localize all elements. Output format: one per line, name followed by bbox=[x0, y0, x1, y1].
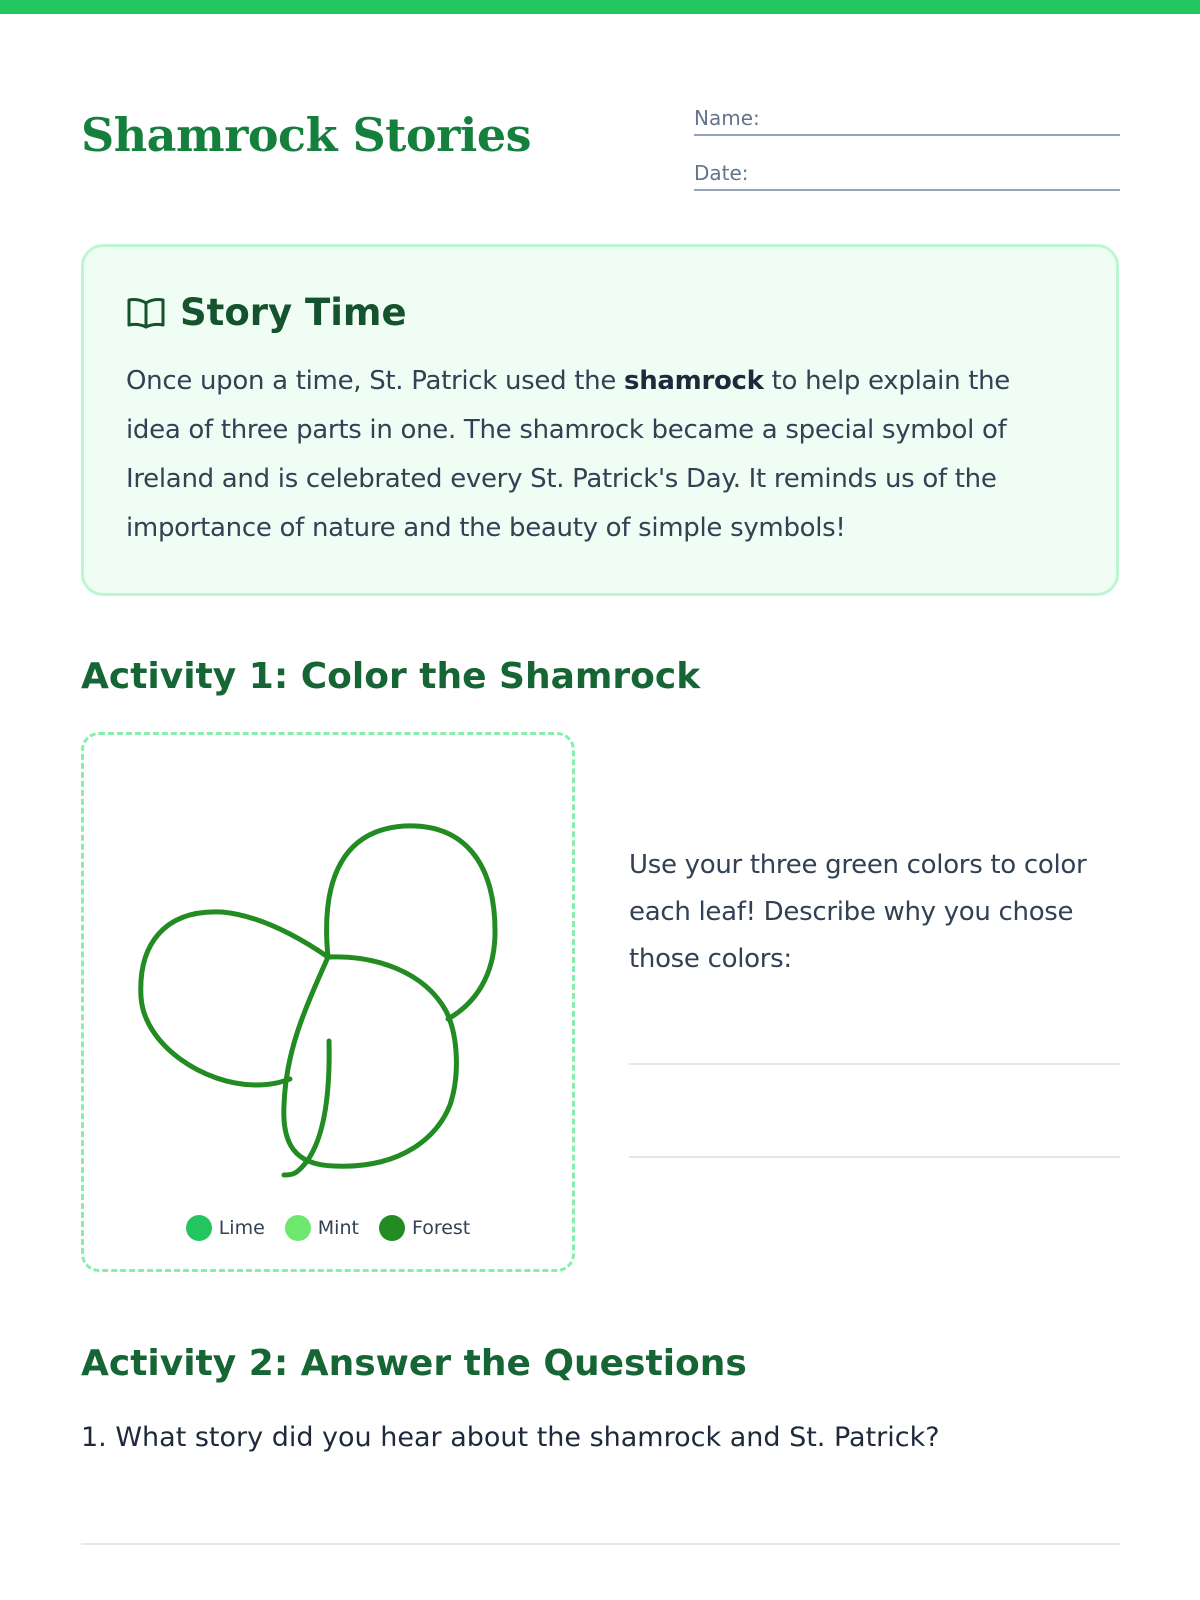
lime-swatch bbox=[186, 1215, 212, 1241]
legend-label: Lime bbox=[218, 1217, 265, 1239]
date-field[interactable] bbox=[694, 151, 1120, 191]
story-text-end: to help explain the idea of three parts in one. The shamrock became a special symbol of Ireland and is celebrated every St. Patrick's Day. It reminds us of the importance of nature and the beauty of simple symbols! bbox=[126, 366, 1010, 543]
activity-2-title: Activity 2: Answer the Questions bbox=[81, 1343, 747, 1384]
open-book-icon bbox=[126, 295, 166, 331]
answer-line[interactable] bbox=[629, 1156, 1120, 1158]
legend-item-forest bbox=[379, 1215, 470, 1241]
question-1: 1. What story did you hear about the shamrock and St. Patrick? bbox=[81, 1422, 940, 1453]
date-label: Date: bbox=[694, 161, 749, 185]
coloring-area[interactable] bbox=[81, 732, 575, 1272]
coloring-instructions: Use your three green colors to color each leaf! Describe why you chose those colors: bbox=[629, 850, 1087, 974]
page-title: Shamrock Stories bbox=[81, 108, 531, 162]
forest-swatch bbox=[379, 1215, 405, 1241]
answer-line[interactable] bbox=[81, 1543, 1120, 1545]
story-time-box bbox=[81, 244, 1119, 596]
story-text bbox=[126, 357, 1056, 553]
top-accent-bar bbox=[0, 0, 1200, 14]
legend-label: Forest bbox=[411, 1217, 471, 1239]
shamrock-drawing[interactable] bbox=[84, 735, 578, 1275]
answer-line[interactable] bbox=[629, 1063, 1120, 1065]
shamrock-left-leaf bbox=[141, 912, 328, 1085]
story-text-start: Once upon a time, St. Patrick used the bbox=[126, 366, 625, 396]
mint-swatch bbox=[285, 1215, 311, 1241]
legend-label: Mint bbox=[317, 1217, 359, 1239]
name-label: Name: bbox=[694, 106, 760, 130]
shamrock-bottom-leaf bbox=[284, 957, 457, 1166]
story-keyword: shamrock bbox=[624, 366, 764, 396]
color-legend bbox=[84, 1215, 572, 1241]
activity-1-title: Activity 1: Color the Shamrock bbox=[81, 656, 701, 697]
story-header bbox=[126, 291, 407, 334]
shamrock-top-leaf bbox=[327, 826, 495, 1019]
legend-item-lime bbox=[186, 1215, 265, 1241]
story-title: Story Time bbox=[180, 291, 407, 334]
legend-item-mint bbox=[285, 1215, 359, 1241]
name-field[interactable] bbox=[694, 96, 1120, 136]
